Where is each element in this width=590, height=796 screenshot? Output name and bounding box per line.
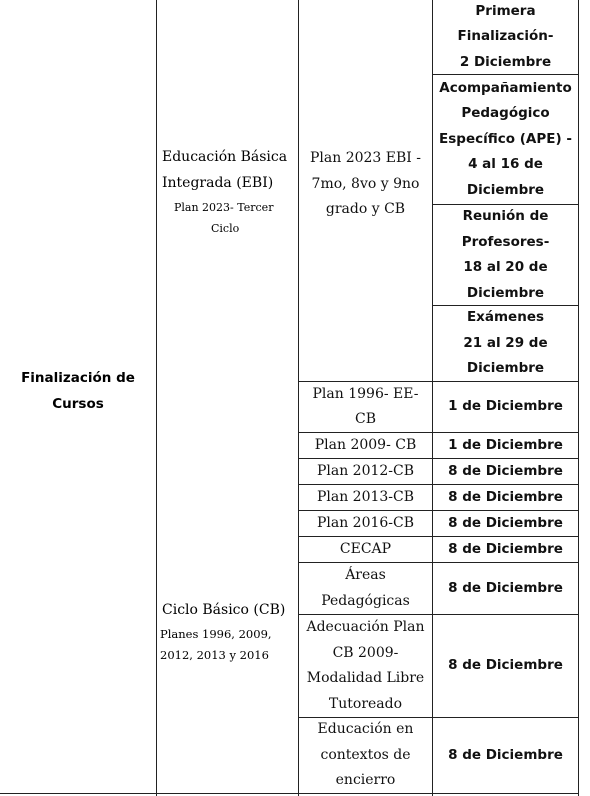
program-title: Educación Básica [162, 149, 288, 165]
row-header-line: Cursos [52, 396, 104, 412]
program-subtitle: 2012, 2013 y 2016 [160, 648, 269, 662]
date-cell: 8 de Diciembre [448, 746, 563, 763]
date-cell: 8 de Diciembre [448, 514, 563, 531]
row-header-finalizacion [0, 365, 156, 417]
date-cell: 8 de Diciembre [448, 488, 563, 505]
table-bottom-border [0, 793, 579, 794]
date-cell: 1 de Diciembre [448, 436, 563, 453]
date-cell: 8 de Diciembre [448, 462, 563, 479]
plan-cell: Educación en contextos de encierro [317, 721, 414, 789]
program-subtitle: Plan 2023- Tercer [174, 201, 274, 214]
date-cell: 8 de Diciembre [448, 657, 563, 674]
column-divider [156, 0, 157, 796]
date-cell: Reunión de Profesores- 18 al 20 de Diciembre [461, 208, 550, 301]
plan-cell: Áreas Pedagógicas [321, 567, 410, 609]
date-cell: Acompañamiento Pedagógico Específico (APE) - 4 al 16 de Diciembre [439, 79, 572, 198]
program-subtitle: Ciclo [211, 222, 240, 235]
column-divider [578, 0, 579, 796]
date-cell: Primera Finalización- 2 Diciembre [457, 2, 554, 70]
plan-cell: Plan 2012-CB [316, 462, 415, 479]
date-cell: 8 de Diciembre [448, 579, 563, 596]
plan-cell: Adecuación Plan CB 2009- Modalidad Libre Tutoreado [306, 619, 425, 712]
plan-cell: Plan 1996- EE- CB [312, 385, 419, 427]
date-cell: 1 de Diciembre [448, 398, 563, 415]
plan-cell: Plan 2013-CB [316, 488, 415, 505]
plan-cell: CECAP [339, 540, 392, 557]
date-cell: Exámenes 21 al 29 de Diciembre [463, 309, 548, 377]
plan-cell: Plan 2009- CB [314, 436, 417, 453]
program-title: Ciclo Básico (CB) [162, 602, 286, 618]
plan-cell: Plan 2016-CB [316, 514, 415, 531]
program-subtitle: Planes 1996, 2009, [160, 627, 272, 641]
program-title: Integrada (EBI) [162, 175, 274, 191]
row-header-line: Finalización de [21, 370, 135, 386]
date-cell: 8 de Diciembre [448, 540, 563, 557]
plan-cell-ebi: Plan 2023 EBI - 7mo, 8vo y 9no grado y CB [309, 150, 421, 217]
